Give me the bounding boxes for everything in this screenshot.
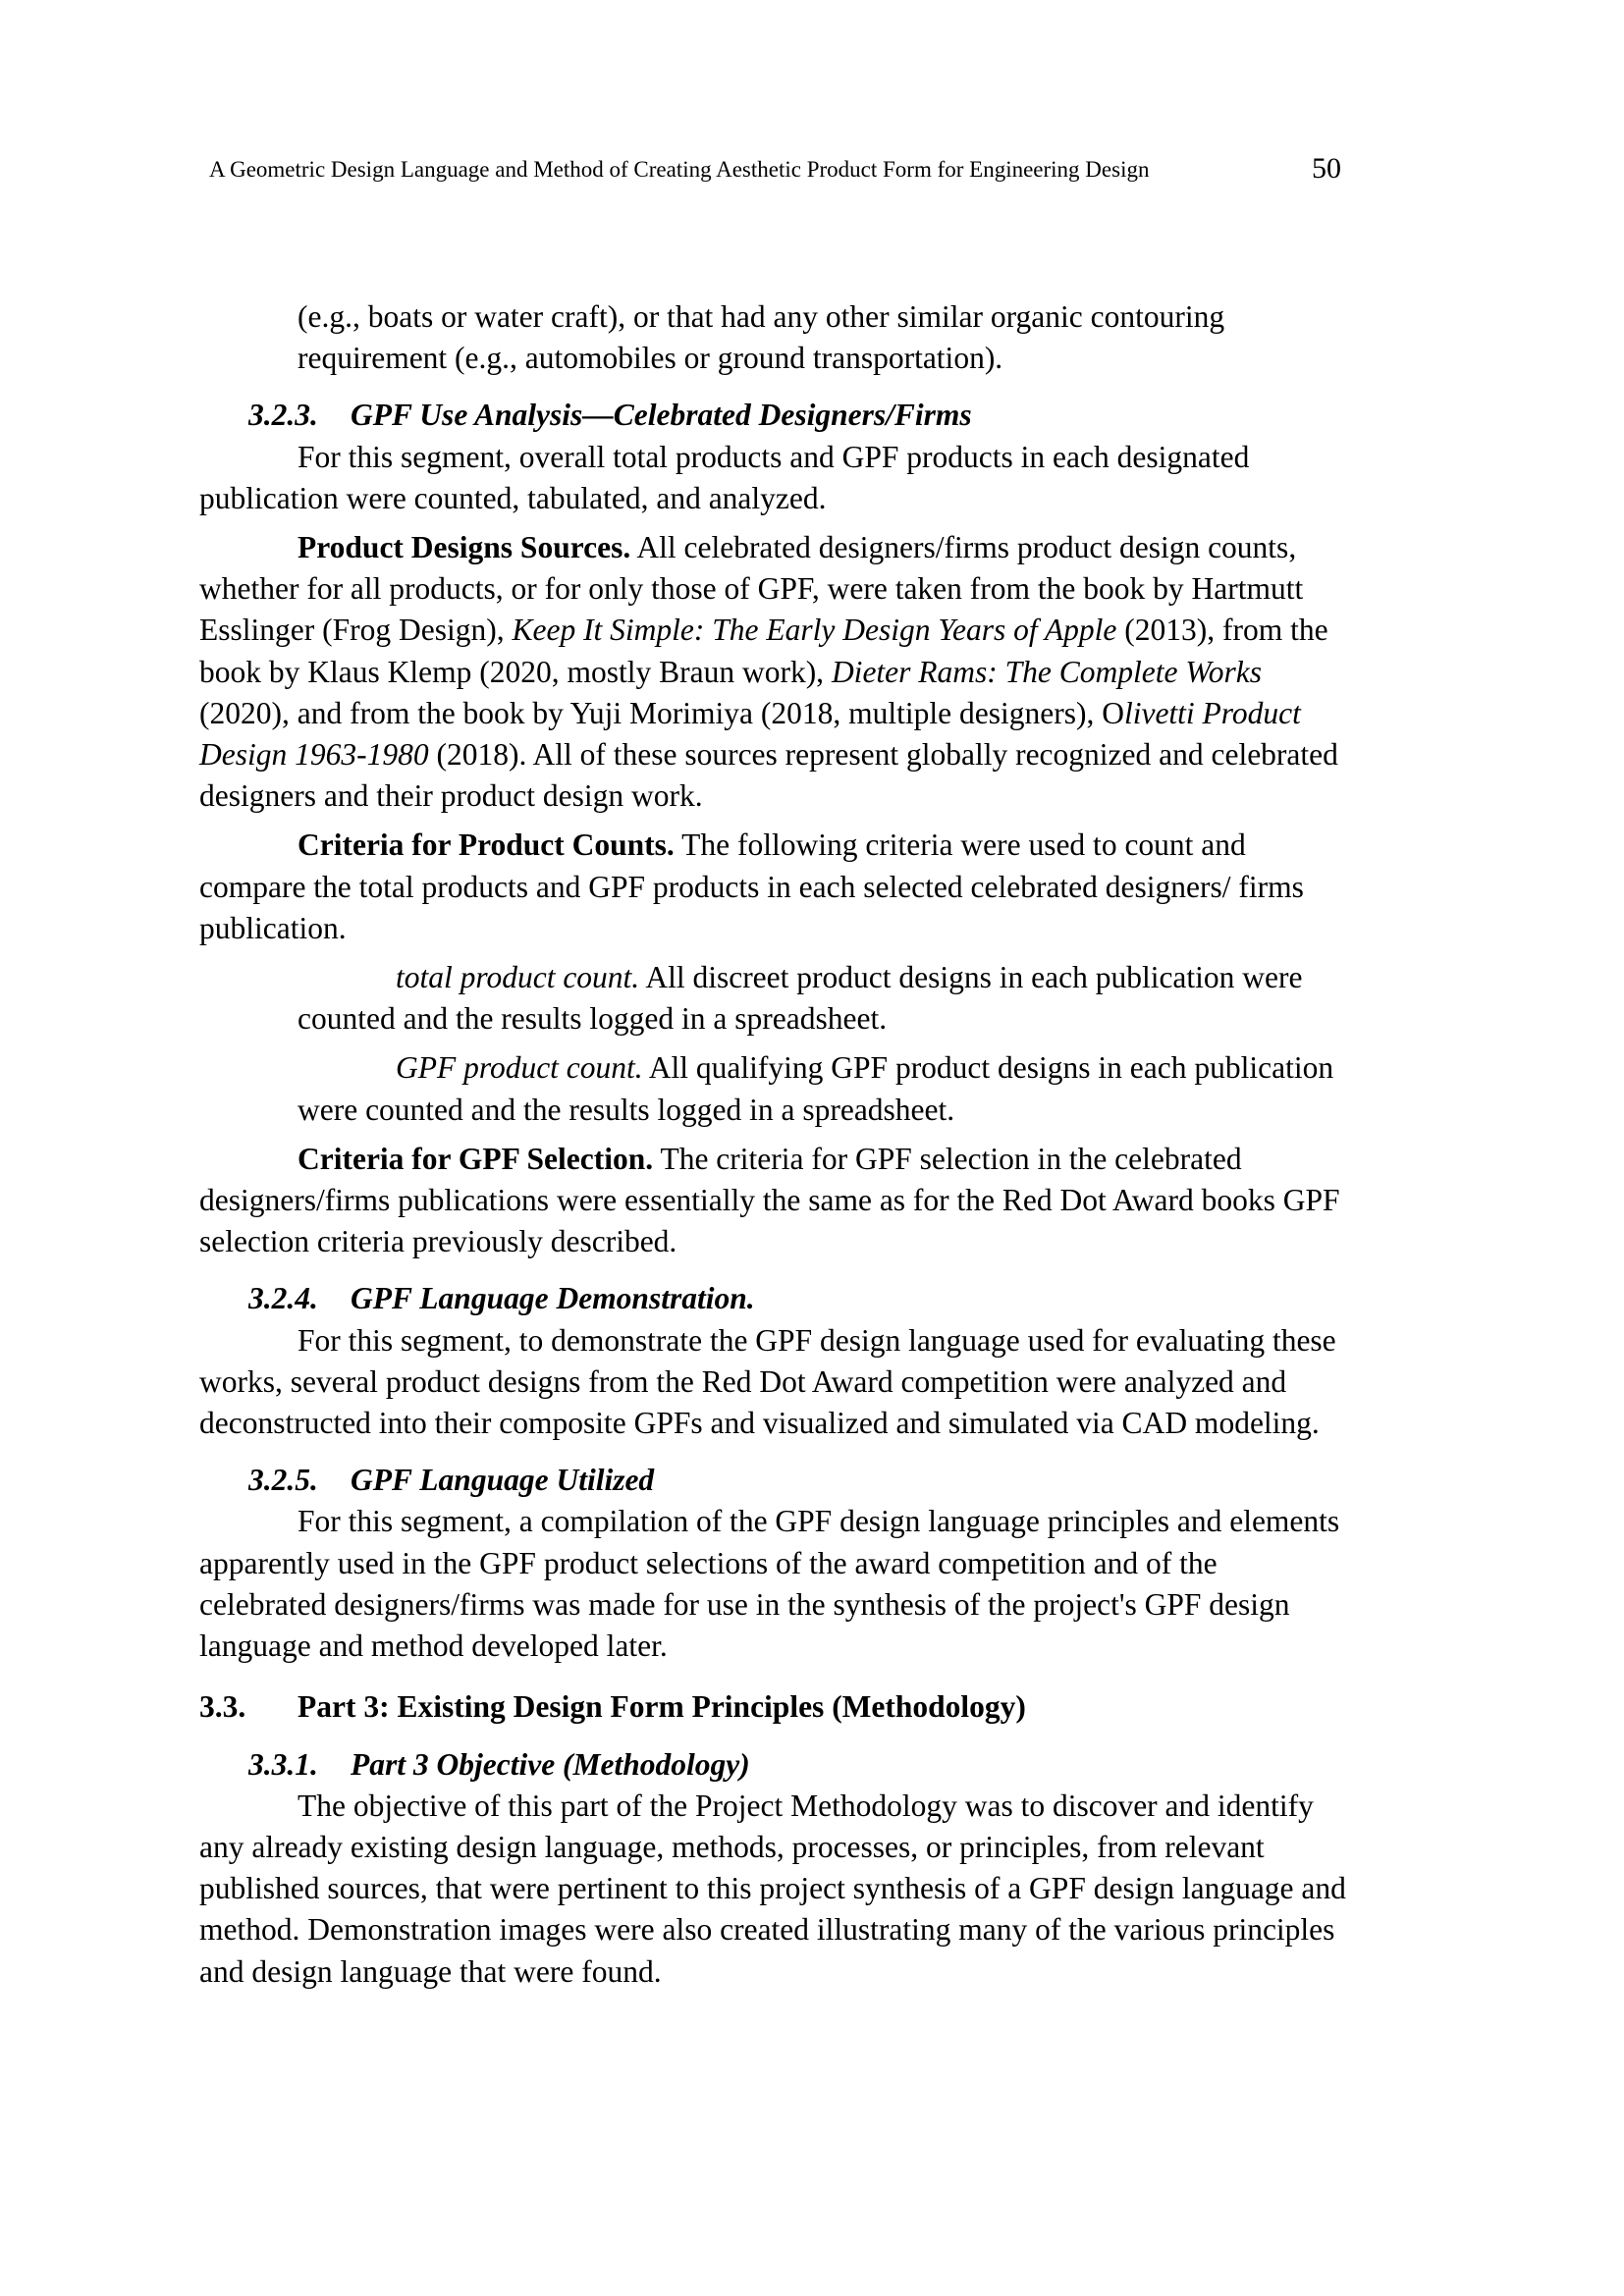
section-heading-3-2-4 [199,1278,1348,1319]
section-title: GPF Language Utilized [351,1463,655,1498]
subparagraph-gpf: GPF product count. All qualifying GPF product designs in each publication were counted and the results logged in a spreadsheet. [298,1050,1334,1127]
section-title: GPF Language Demonstration. [351,1281,755,1316]
book-title: livetti Product Design 1963-1980 [199,695,1301,773]
paragraph: The objective of this part of the Project Methodology was to discover and identify any already existing design language, methods, processes, or principles, from relevant published sources, that were pertinent to this project synthesis of a GPF design language and method. Demonstration images were also created illustrating many of the various principles and design language that were found. [199,1788,1346,1989]
body-text [199,296,1348,1993]
section-heading-3-3-1 [199,1744,1348,1786]
section-number: 3.3. [199,1689,246,1725]
section-number: 3.2.4. [248,1281,318,1316]
section-number: 3.2.3. [248,398,318,433]
paragraph: For this segment, overall total products and GPF products in each designated publication were counted, tabulated, and analyzed. [199,439,1250,515]
paragraph: For this segment, a compilation of the GPF design language principles and elements apparently used in the GPF product selections of the award competition and of the celebrated designers/firms was made for use in the synthesis of the project's GPF design language and method developed later. [199,1504,1340,1664]
run-in-heading: Product Designs Sources. [298,530,631,565]
run-in-heading: total product count. [396,960,640,995]
running-head: A Geometric Design Language and Method of Creating Aesthetic Product Form for Engineering Design [209,157,1150,182]
book-title: Keep It Simple: The Early Design Years of Apple [512,613,1117,648]
section-heading-3-2-3 [199,395,1348,436]
section-title: Part 3: Existing Design Form Principles (Methodology) [298,1689,1026,1725]
book-title: Dieter Rams: The Complete Works [831,654,1262,689]
section-number: 3.3.1. [248,1746,318,1782]
run-in-heading: Criteria for Product Counts. [298,828,675,863]
paragraph-selection: Criteria for GPF Selection. The criteria for GPF selection in the celebrated designers/firms publications were essentially the same as for the Red Dot Award books GPF selection criteria previously described. [199,1141,1340,1259]
section-heading-3-2-5 [199,1460,1348,1501]
section-title: GPF Use Analysis—Celebrated Designers/Firms [351,398,972,433]
run-in-heading: Criteria for GPF Selection. [298,1141,654,1176]
paragraph-sources: Product Designs Sources. All celebrated designers/firms product design counts, whether for all products, or for only those of GPF, were taken from the book by Hartmutt Esslinger (Frog Design), Keep It Simple: The Early Design Years of Apple (2013), from the book by Klaus Klemp (2020, mostly Braun work), Dieter Rams: The Complete Works (2020), and from the book by Yuji Morimiya (2018, multiple designers), Olivetti Product Design 1963-1980 (2018). All of these sources represent globally recognized and celebrated designers and their product design work. [199,530,1338,814]
paragraph: For this segment, to demonstrate the GPF design language used for evaluating these works, several product designs from the Red Dot Award competition were analyzed and deconstructed into their composite GPFs and visualized and simulated via CAD modeling. [199,1322,1336,1441]
subparagraph-total: total product count. All discreet product designs in each publication were counted and the results logged in a spreadsheet. [298,960,1303,1037]
section-title: Part 3 Objective (Methodology) [351,1746,750,1782]
paragraph-counts: Criteria for Product Counts. The following criteria were used to count and compare the total products and GPF products in each selected celebrated designers/ firms publication. [199,828,1304,945]
continuation-paragraph: (e.g., boats or water craft), or that had any other similar organic contouring requirement (e.g., automobiles or ground transportation). [298,299,1225,376]
page-number: 50 [1312,152,1341,185]
section-number: 3.2.5. [248,1463,318,1498]
section-heading-3-3 [199,1686,1348,1728]
run-in-heading: GPF product count. [396,1050,643,1086]
